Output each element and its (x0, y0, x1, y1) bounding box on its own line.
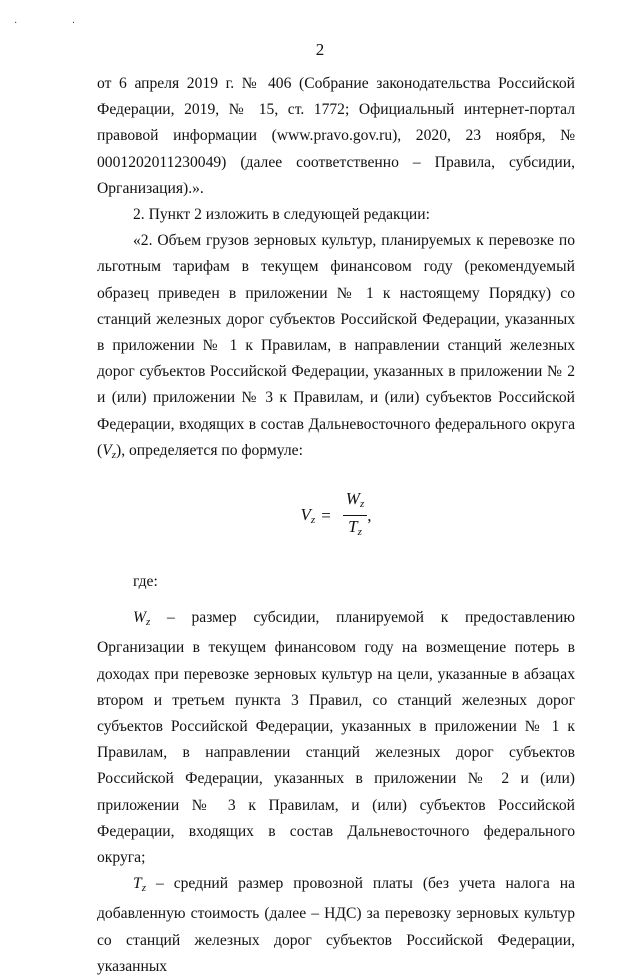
inline-var-v-sub: z (111, 448, 117, 461)
new-wording-text: «2. Объем грузов зерновых культур, планируемых к перевозке по льготным тарифам в текущем финансовом году (рекомендуемый образец приведен в приложении № 1 к настоящему Порядку) со станций железных дорог субъектов Российской Федерации, указанных в приложении № 1 к Правилам, в направлении станций железных дорог субъектов Российской Федерации, указанных в приложении № 2 и (или) приложении № 3 к Правилам, и (или) субъектов Российской Федерации, входящих в состав Дальневосточного федерального округа ( (97, 232, 575, 459)
where-label: где: (133, 573, 158, 591)
formula-equals: = (321, 505, 331, 525)
paragraph-continuation: от 6 апреля 2019 г. № 406 (Собрание законодательства Российской Федерации, 2019, № 15, ст. 1772; Официальный интернет-портал правовой информации (www.pravo.gov.ru), 2020, 23 ноября, № 0001202011230049) (далее соответственно – Правила, субсидии, Организация).». (97, 75, 575, 197)
new-wording-text-end: ), определяется по формуле: (116, 441, 303, 459)
paragraph-item-2: 2. Пункт 2 изложить в следующей редакции: (133, 206, 430, 224)
definition-tz: $T_z$ – средний размер провозной платы (без учета налога на добавленную стоимость (далее – НДС) за перевозку зерновых культур со станций железных дорог субъектов Российской Федерации, указанных (97, 875, 575, 975)
formula-numerator: $W_z$ (343, 490, 367, 516)
paragraph-new-wording (97, 228, 575, 468)
formula-denominator: $T_z$ (348, 517, 362, 539)
definition-wz: $W_z$ – размер субсидии, планируемой к предоставлению Организации в текущем финансовом году на возмещение потерь в доходах при перевозке зерновых культур на цели, указанные в абзацах втором и третьем пункта 3 Правил, со станций железных дорог субъектов Российской Федерации, указанных в приложении № 1 к Правилам, в направлении станций железных дорог субъектов Российской Федерации, указанных в приложении № 2 и (или) приложении № 3 к Правилам, и (или) субъектов Российской Федерации, входящих в состав Дальневосточного федерального округа; (97, 609, 575, 867)
formula (97, 490, 575, 541)
formula-fraction (343, 490, 367, 541)
page-number: 2 (315, 40, 325, 59)
formula-comma: , (367, 505, 372, 525)
formula-lhs: $V_z$ (300, 505, 316, 527)
scan-marks: · · (14, 18, 102, 29)
inline-var-v: V (102, 441, 112, 459)
document-body (97, 71, 575, 980)
